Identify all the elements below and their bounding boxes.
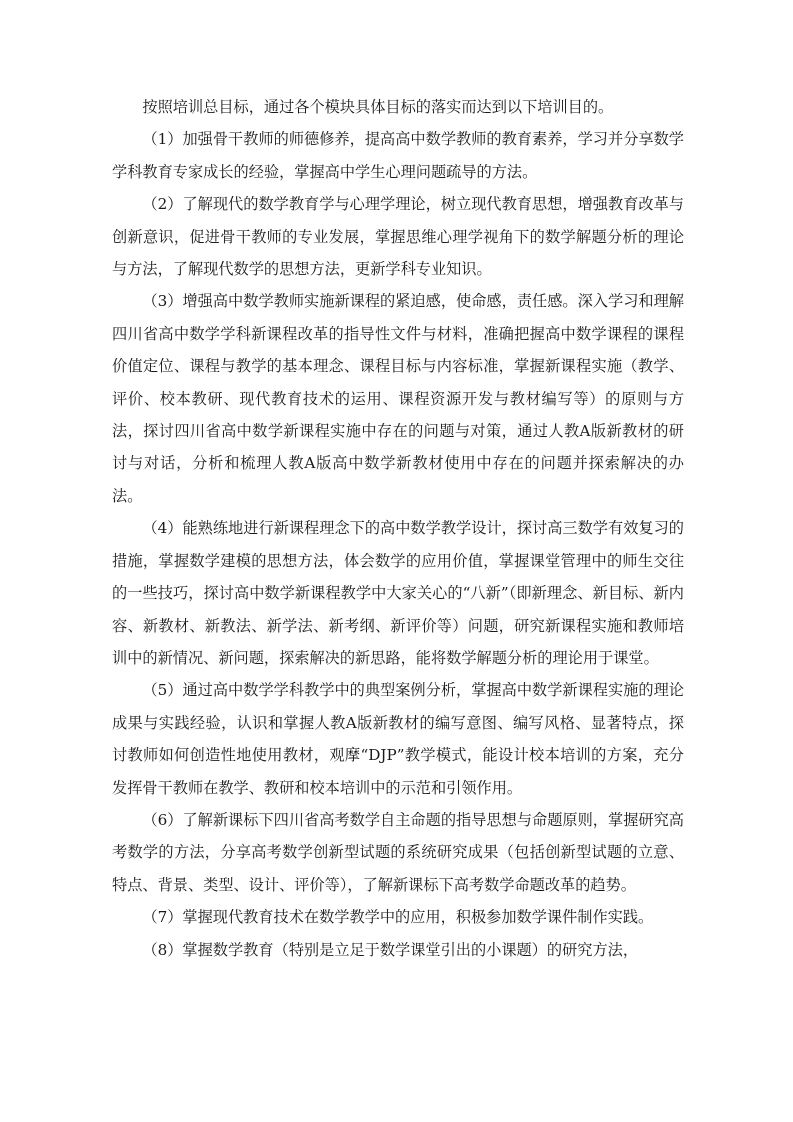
document-body: [112, 91, 684, 966]
paragraph-goal-3: （3）增强高中数学教师实施新课程的紧迫感，使命感，责任感。深入学习和理解四川省高中数学学科新课程改革的指导性文件与材料，准确把握高中数学课程的课程价值定位、课程与教学的基本理念、课程目标与内容标准，掌握新课程实施（教学、评价、校本教研、现代教育技术的运用、课程资源开发与教材编写等）的原则与方法，探讨四川省高中数学新课程实施中存在的问题与对策，通过人教A版新教材的研讨与对话，分析和梳理人教A版高中数学新教材使用中存在的问题并探索解决的办法。: [112, 292, 684, 505]
paragraph-goal-1: （1）加强骨干教师的师德修养，提高高中数学教师的教育素养，学习并分享数学学科教育专家成长的经验，掌握高中学生心理问题疏导的方法。: [112, 130, 684, 181]
paragraph-intro: 按照培训总目标，通过各个模块具体目标的落实而达到以下培训目的。: [142, 98, 614, 116]
paragraph-goal-8: （8）掌握数学教育（特别是立足于数学课堂引出的小课题）的研究方法，: [142, 940, 639, 959]
paragraph-goal-2: （2）了解现代的数学教育学与心理学理论，树立现代教育思想，增强教育改革与创新意识，促进骨干教师的专业发展，掌握思维心理学视角下的数学解题分析的理论与方法，了解现代数学的思想方法，更新学科专业知识。: [112, 195, 684, 279]
paragraph-goal-4: （4）能熟练地进行新课程理念下的高中数学教学设计，探讨高三数学有效复习的措施，掌握数学建模的思想方法，体会数学的应用价值，掌握课堂管理中的师生交往的一些技巧，探讨高中数学新课程教学中大家关心的“八新”（即新理念、新目标、新内容、新教材、新教法、新学法、新考纲、新评价等）问题，研究新课程实施和教师培训中的新情况、新问题，探索解决的新思路，能将数学解题分析的理论用于课堂。: [112, 519, 684, 667]
paragraph-goal-5: （5）通过高中数学学科教学中的典型案例分析，掌握高中数学新课程实施的理论成果与实践经验，认识和掌握人教A版新教材的编写意图、编写风格、显著特点，探讨教师如何创造性地使用教材，观摩“DJP”教学模式，能设计校本培训的方案，充分发挥骨干教师在教学、教研和校本培训中的示范和引领作用。: [112, 681, 684, 797]
paragraph-goal-7: （7）掌握现代教育技术在数学教学中的应用，积极参加数学课件制作实践。: [142, 908, 654, 927]
paragraph-goal-6: （6）了解新课标下四川省高考数学自主命题的指导思想与命题原则，掌握研究高考数学的方法，分享高考数学创新型试题的系统研究成果（包括创新型试题的立意、特点、背景、类型、设计、评价等），了解新课标下高考数学命题改革的趋势。: [112, 810, 684, 894]
